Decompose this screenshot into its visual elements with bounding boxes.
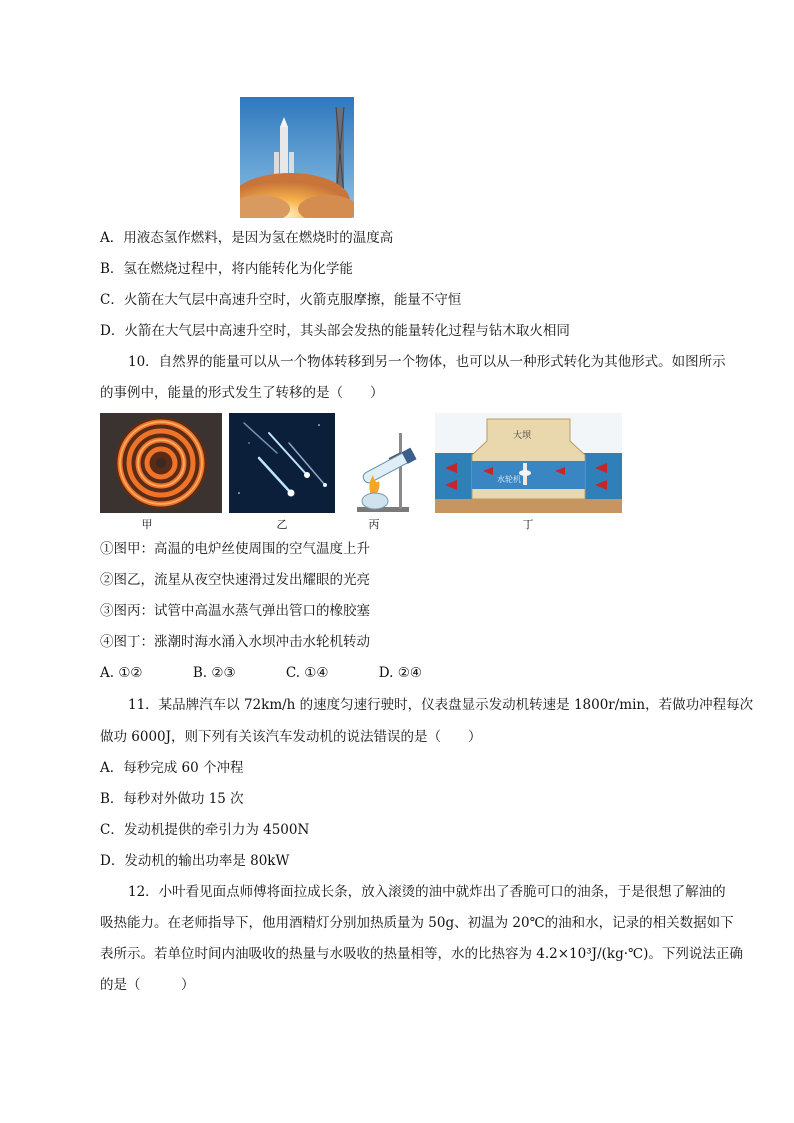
q10-choice-b: B. ②③ bbox=[192, 665, 236, 681]
meteor-night-sky-image bbox=[229, 413, 335, 513]
q12-stem-line1: 12．小叶看见面点师傅将面拉成长条，放入滚烫的油中就炸出了香脆可口的油条，于是很想了解油的 bbox=[128, 884, 726, 900]
q10-statement-2: ②图乙，流星从夜空快速滑过发出耀眼的光亮 bbox=[100, 572, 370, 588]
q12-stem-line4: 的是（ ） bbox=[100, 977, 195, 993]
caption-bing: 丙 bbox=[368, 518, 380, 531]
caption-ding: 丁 bbox=[522, 518, 534, 531]
q11-stem-line1: 11．某品牌汽车以 72km/h 的速度匀速行驶时，仪表盘显示发动机转速是 1800r/min，若做功冲程每次 bbox=[128, 697, 754, 713]
q9-option-b: B．氢在燃烧过程中，将内能转化为化学能 bbox=[100, 261, 353, 277]
q12-stem-line3: 表所示。若单位时间内油吸收的热量与水吸收的热量相等，水的比热容为 4.2×10³J/(kg·℃)。下列说法正确 bbox=[100, 946, 743, 962]
q9-option-c: C．火箭在大气层中高速升空时，火箭克服摩擦，能量不守恒 bbox=[100, 292, 462, 308]
rocket-launch-image bbox=[240, 97, 354, 218]
q11-option-a: A．每秒完成 60 个冲程 bbox=[100, 760, 244, 776]
caption-jia: 甲 bbox=[141, 518, 153, 531]
q12-stem-line2: 吸热能力。在老师指导下，他用酒精灯分别加热质量为 50g、初温为 20℃的油和水，记录的相关数据如下 bbox=[100, 915, 734, 931]
caption-yi: 乙 bbox=[276, 518, 288, 531]
q11-stem-line2: 做功 6000J，则下列有关该汽车发动机的说法错误的是（ ） bbox=[100, 729, 482, 745]
q11-option-d: D．发动机的输出功率是 80kW bbox=[100, 853, 290, 869]
q10-choice-a: A. ①② bbox=[100, 665, 143, 681]
q10-statement-4: ④图丁：涨潮时海水涌入水坝冲击水轮机转动 bbox=[100, 634, 370, 650]
dam-label: 大坝 bbox=[513, 431, 532, 441]
q11-option-b: B．每秒对外做功 15 次 bbox=[100, 791, 244, 807]
q9-option-a: A．用液态氢作燃料，是因为氢在燃烧时的温度高 bbox=[100, 230, 394, 246]
q10-statement-3: ③图丙：试管中高温水蒸气弹出管口的橡胶塞 bbox=[100, 603, 370, 619]
electric-stove-coil-image bbox=[100, 413, 222, 513]
q9-option-d: D．火箭在大气层中高速升空时，其头部会发热的能量转化过程与钻木取火相同 bbox=[100, 323, 570, 339]
q10-stem-line1: 10．自然界的能量可以从一个物体转移到另一个物体，也可以从一种形式转化为其他形式。如图所示 bbox=[128, 354, 726, 370]
q10-choice-d: D. ②④ bbox=[378, 665, 422, 681]
tidal-dam-turbine-diagram bbox=[435, 413, 622, 513]
turbine-label: 水轮机 bbox=[497, 475, 521, 484]
q10-statement-1: ①图甲：高温的电炉丝使周围的空气温度上升 bbox=[100, 541, 370, 557]
q10-choices bbox=[100, 663, 468, 683]
q10-choice-c: C. ①④ bbox=[285, 665, 329, 681]
q10-stem-line2: 的事例中，能量的形式发生了转移的是（ ） bbox=[100, 385, 384, 401]
seawater-label: 潮水进入 bbox=[583, 441, 615, 450]
q11-option-c: C．发动机提供的牵引力为 4500N bbox=[100, 822, 310, 838]
test-tube-heating-image bbox=[345, 423, 425, 515]
